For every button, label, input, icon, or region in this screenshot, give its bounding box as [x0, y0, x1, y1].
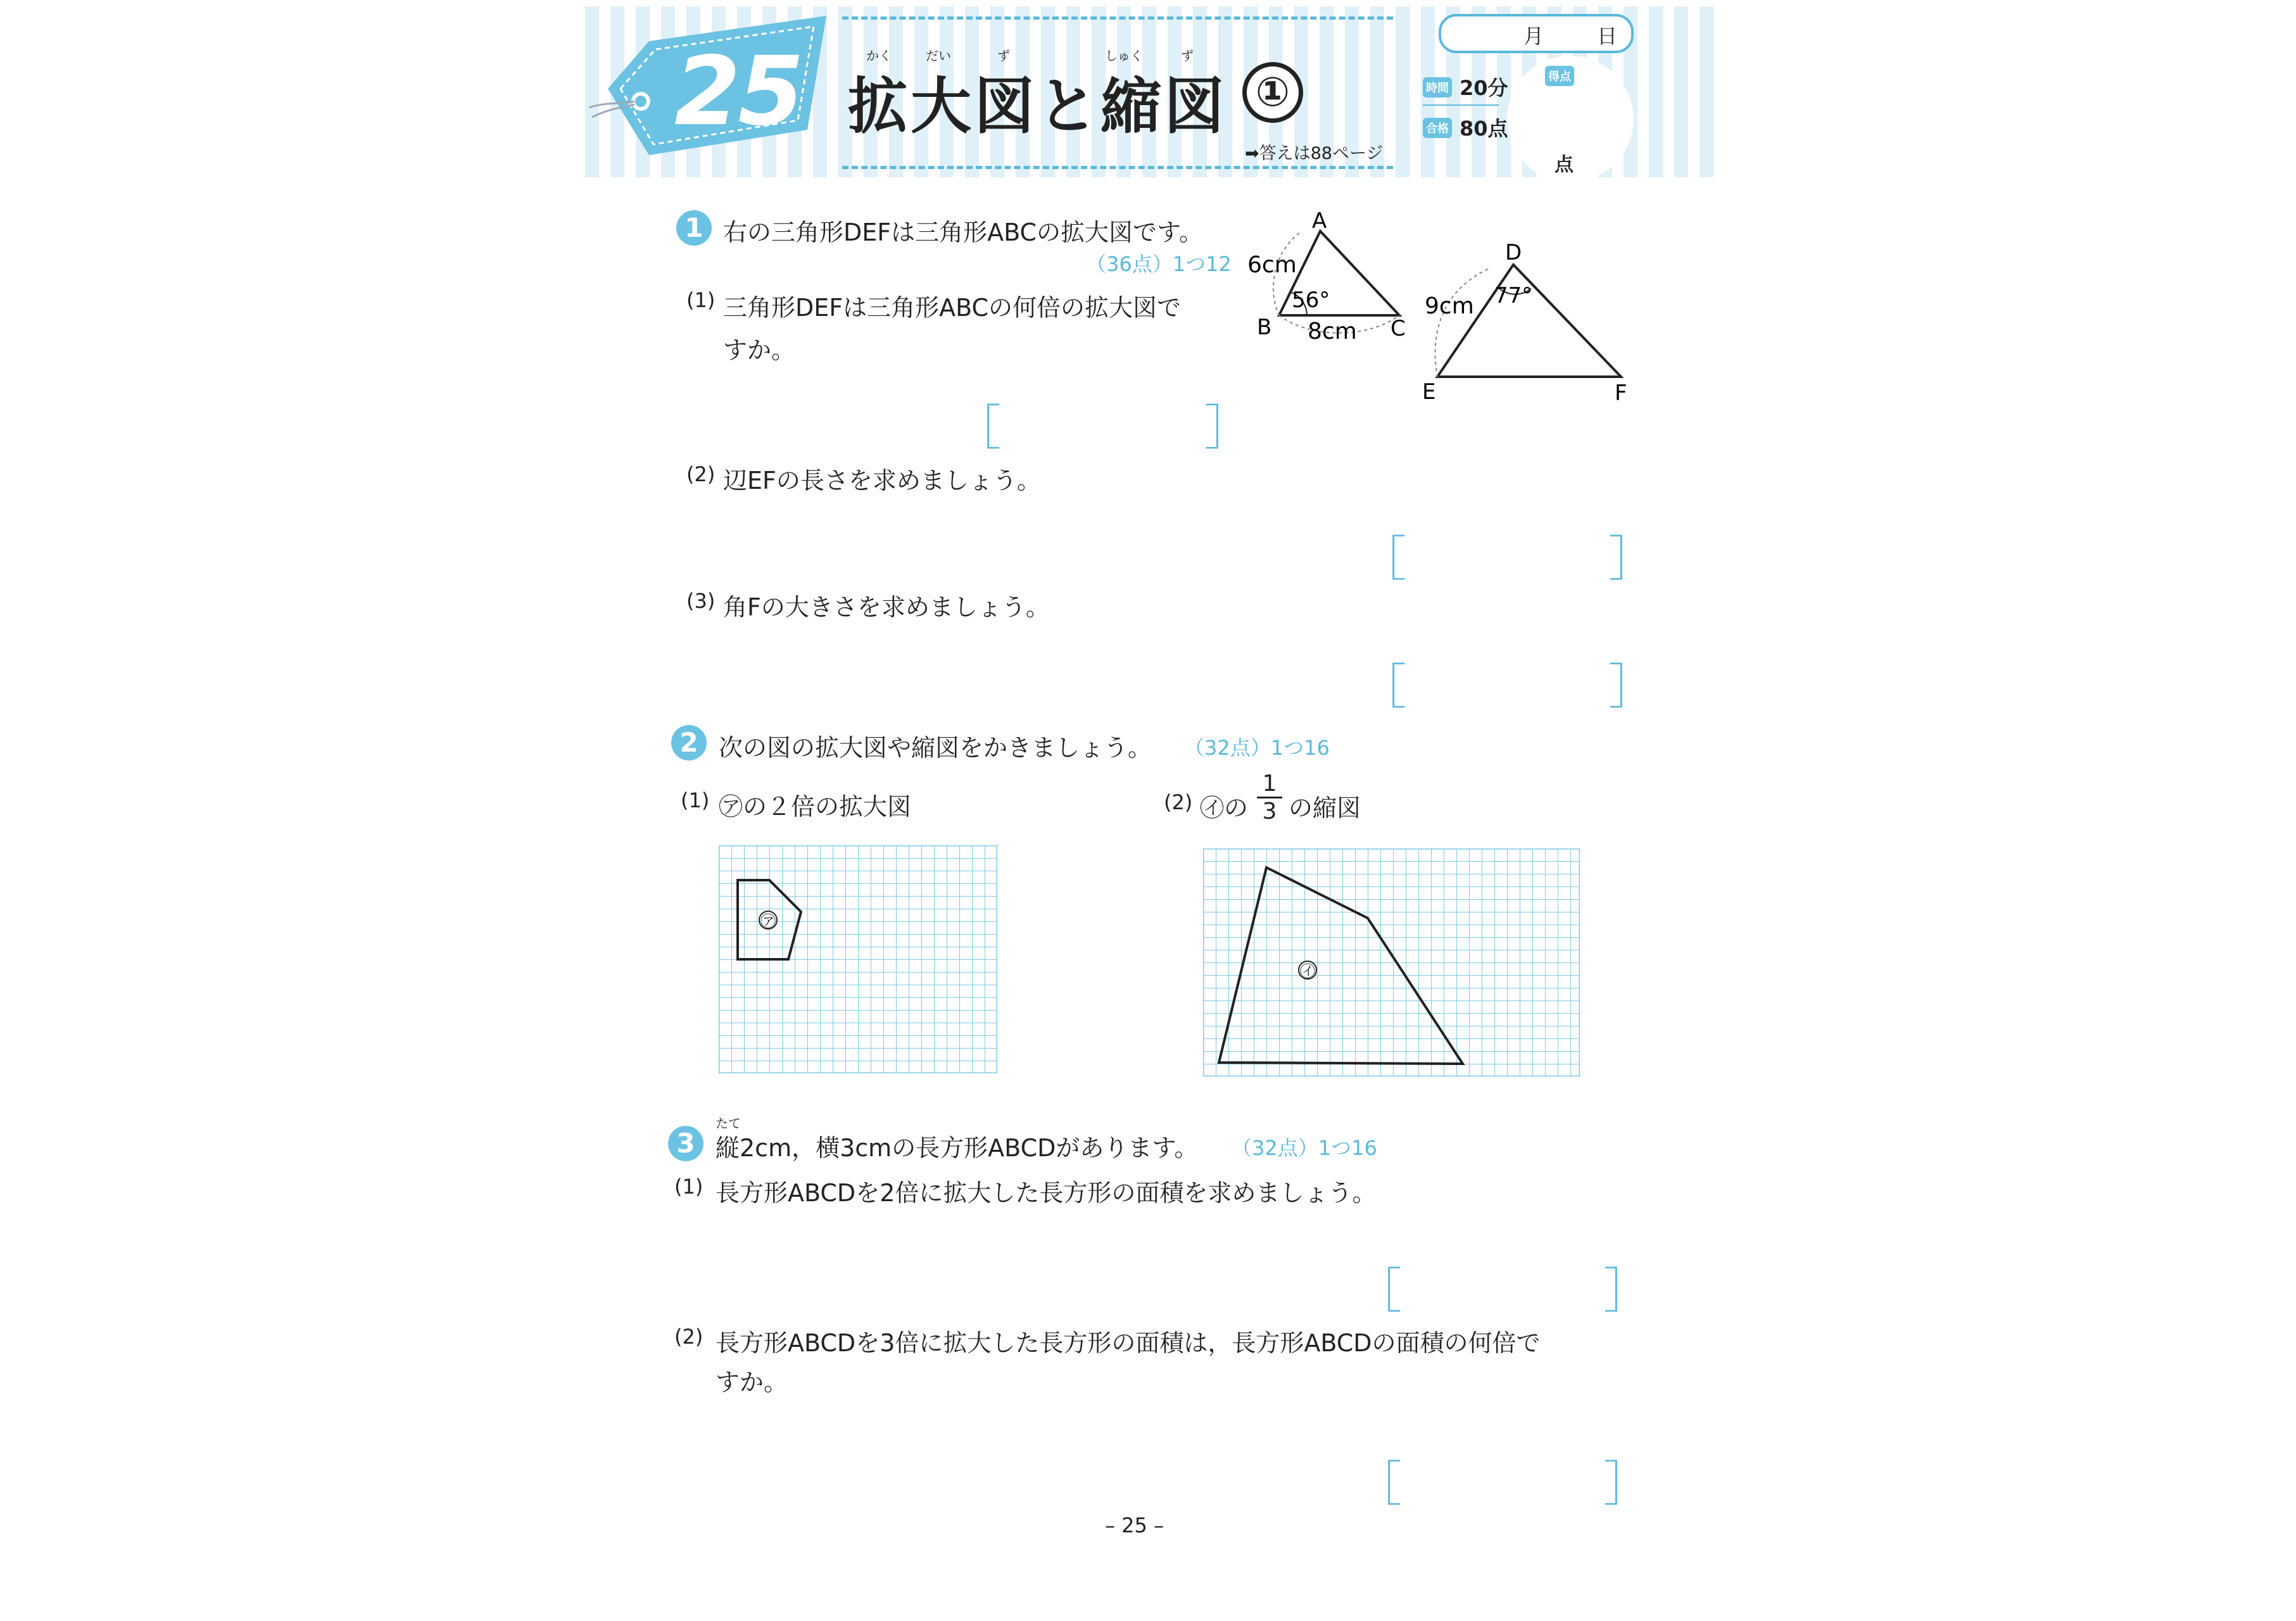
- q1-sub2-answer-open: ［: [1358, 531, 1406, 587]
- q1-sub2-text: 辺EFの長さを求めましょう。: [723, 467, 1041, 495]
- ruby-dai: だい: [926, 48, 951, 63]
- q1-sub1-text-2: すか。: [723, 336, 796, 364]
- grid-1[interactable]: [719, 845, 997, 1073]
- q1-sub2-answer-close: ］: [1608, 531, 1656, 587]
- triangle-def: [1435, 265, 1621, 377]
- score-badge: 得点: [1545, 66, 1574, 86]
- q3-sub1-answer-close: ］: [1603, 1263, 1651, 1319]
- title-top-line: [842, 16, 1393, 20]
- vertex-a: A: [1312, 209, 1327, 234]
- question-1-text: 右の三角形DEFは三角形ABCの拡大図です。: [723, 218, 1204, 246]
- q3-sub1-answer-box[interactable]: [1390, 1259, 1605, 1309]
- fraction-denominator: 3: [1262, 798, 1277, 824]
- q3-sub1-answer-open: ［: [1354, 1263, 1402, 1319]
- title-number: ①: [1242, 62, 1303, 123]
- ruby-tate: たて: [716, 1116, 741, 1131]
- length-de: 9cm: [1425, 293, 1474, 319]
- q1-sub3-text: 角Fの大きさを求めましょう。: [723, 593, 1050, 621]
- vertex-c: C: [1391, 316, 1406, 341]
- length-bc: 8cm: [1308, 319, 1357, 344]
- time-badge: 時間: [1423, 77, 1452, 98]
- grid-2[interactable]: [1203, 848, 1580, 1076]
- page-number: – 25 –: [1105, 1513, 1164, 1537]
- length-ab: 6cm: [1247, 252, 1297, 278]
- q3-sub2-label: (2): [674, 1325, 703, 1349]
- q1-sub1-answer-box[interactable]: [988, 396, 1203, 446]
- vertex-d: D: [1505, 240, 1522, 265]
- q3-sub2-answer-box[interactable]: [1390, 1452, 1605, 1503]
- q2-sub2-label: (2): [1164, 790, 1193, 814]
- page-title: 拡大図と縮図: [847, 71, 1227, 142]
- shape-b-label: ㋑: [1300, 962, 1315, 980]
- q3-sub1-label: (1): [674, 1175, 703, 1199]
- ruby-zu2: ず: [1181, 48, 1194, 63]
- triangles-figure: [1228, 209, 1640, 412]
- vertex-f: F: [1615, 381, 1627, 406]
- q2-sub2-text-b: の縮図: [1289, 794, 1361, 822]
- pass-value: 80点: [1460, 117, 1508, 141]
- shape-a-label: ㋐: [760, 912, 776, 930]
- fraction-one-third: [1257, 771, 1282, 825]
- question-3-points: （32点）1つ16: [1232, 1136, 1377, 1160]
- question-3-number: 3: [668, 1126, 703, 1161]
- question-3-text: 縦2cm，横3cmの長方形ABCDがあります。: [716, 1134, 1199, 1162]
- pass-badge: 合格: [1423, 118, 1452, 138]
- q1-sub1-answer-close: ］: [1204, 400, 1252, 456]
- q1-sub1-text: 三角形DEFは三角形ABCの何倍の拡大図で: [723, 294, 1182, 322]
- q2-sub2-text-a: ㋑の: [1200, 794, 1249, 822]
- question-1-number: 1: [676, 210, 712, 246]
- angle-b: 56°: [1292, 287, 1330, 313]
- q1-sub3-answer-close: ］: [1608, 659, 1656, 715]
- q2-sub1-text: ㋐の２倍の拡大図: [719, 793, 912, 821]
- q1-sub3-answer-box[interactable]: [1393, 655, 1608, 705]
- q2-sub1-label: (1): [681, 788, 710, 812]
- question-2-number: 2: [671, 725, 707, 760]
- q1-sub3-answer-open: ［: [1358, 659, 1406, 715]
- vertex-e: E: [1422, 379, 1436, 405]
- ruby-shuku: しゅく: [1105, 48, 1143, 63]
- q1-sub1-label: (1): [686, 288, 716, 312]
- fraction-numerator: 1: [1262, 771, 1277, 797]
- question-2-points: （32点）1つ16: [1184, 736, 1330, 760]
- angle-d: 77°: [1494, 283, 1533, 308]
- q3-sub1-text: 長方形ABCDを2倍に拡大した長方形の面積を求めましょう。: [716, 1179, 1377, 1207]
- q1-sub3-label: (3): [686, 589, 716, 613]
- ruby-zu: ず: [997, 48, 1010, 63]
- q1-sub2-label: (2): [686, 462, 716, 486]
- ruby-kaku: かく: [866, 48, 892, 63]
- date-month: 月: [1523, 24, 1544, 48]
- q1-sub2-answer-box[interactable]: [1393, 527, 1608, 577]
- triangle-abc: [1273, 231, 1399, 333]
- vertex-b: B: [1257, 315, 1272, 340]
- question-1-points: （36点）1つ12: [1086, 252, 1232, 276]
- q3-sub2-text: 長方形ABCDを3倍に拡大した長方形の面積は，長方形ABCDの面積の何倍で: [716, 1329, 1541, 1357]
- badge-divider: [1423, 104, 1499, 106]
- unit-number: 25: [674, 37, 802, 147]
- question-2-text: 次の図の拡大図や縮図をかきましょう。: [719, 734, 1152, 762]
- date-day: 日: [1597, 24, 1618, 48]
- q3-sub2-answer-open: ［: [1354, 1456, 1402, 1512]
- time-value: 20分: [1460, 76, 1508, 100]
- q3-sub2-text-2: すか。: [716, 1368, 788, 1396]
- date-box: [1439, 14, 1634, 53]
- score-unit: 点: [1555, 154, 1574, 176]
- title-bottom-line: [842, 166, 1393, 169]
- q1-sub1-answer-open: ［: [953, 400, 1001, 456]
- q3-sub2-answer-close: ］: [1603, 1456, 1651, 1512]
- answer-reference: ➡答えは88ページ: [1245, 144, 1384, 163]
